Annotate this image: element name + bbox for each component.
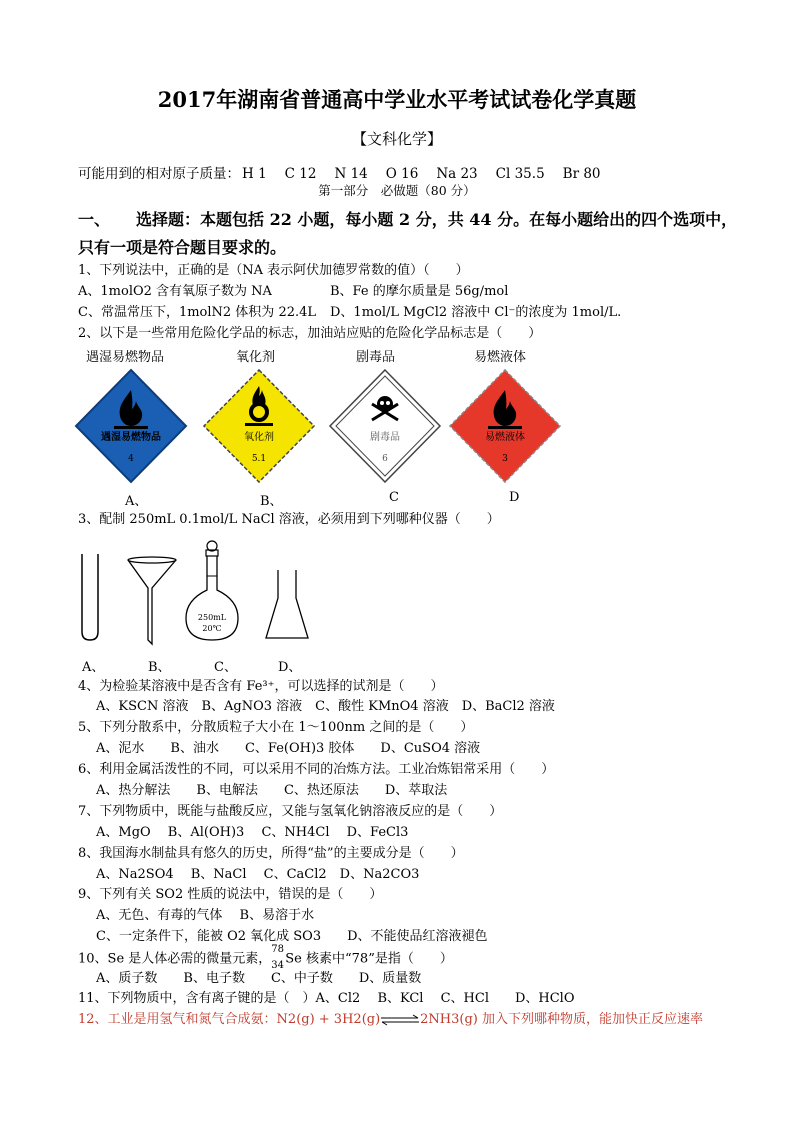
flask-volume-label: 250mL bbox=[197, 613, 227, 622]
question-3-option: A、 bbox=[82, 660, 105, 675]
hazard-sign-oxidizer bbox=[204, 370, 314, 482]
question-12-stem-pre: 12、工业是用氢气和氮气合成氨：N2(g) + 3H2(g) bbox=[78, 1012, 381, 1027]
question-12-stem-post: 2NH3(g) 加入下列哪种物质，能加快正反应速率 bbox=[420, 1012, 704, 1027]
question-6-options: A、热分解法 B、电解法 C、热还原法 D、萃取法 bbox=[96, 783, 448, 798]
sign-text: 氧化剂 bbox=[244, 432, 274, 443]
sign-class-number: 6 bbox=[382, 454, 388, 464]
sign-class-number: 4 bbox=[128, 454, 134, 464]
mass-item: Na 23 bbox=[436, 166, 478, 182]
question-5-options: A、泥水 B、油水 C、Fe(OH)3 胶体 D、CuSO4 溶液 bbox=[96, 741, 481, 756]
question-7-options: A、MgO B、Al(OH)3 C、NH4Cl D、FeCl3 bbox=[96, 825, 409, 840]
question-12-stem bbox=[78, 1011, 703, 1029]
reversible-arrow-icon bbox=[380, 1014, 420, 1026]
mass-item: N 14 bbox=[334, 166, 368, 182]
question-9-options-1: A、无色、有毒的气体 B、易溶于水 bbox=[96, 908, 315, 923]
test-tube-icon bbox=[82, 554, 98, 640]
funnel-icon bbox=[128, 557, 176, 644]
sign-text: 遇湿易燃物品 bbox=[101, 432, 161, 443]
atomic-masses bbox=[78, 162, 619, 182]
page-subtitle: 【文科化学】 bbox=[351, 130, 442, 148]
hazard-sign-dangerous-when-wet bbox=[76, 370, 186, 482]
section-text: 选择题：本题包括 22 小题，每小题 2 分，共 44 分。在每小题给出的四个选项中，只有一项是符合题目要求的。 bbox=[78, 210, 738, 257]
question-9-options-2: C、一定条件下，能被 O2 氧化成 SO3 D、不能使品红溶液褪色 bbox=[96, 929, 488, 944]
question-10-stem-post: Se 核素中“78”是指（ ） bbox=[285, 951, 453, 967]
question-4-options: A、KSCN 溶液 B、AgNO3 溶液 C、酸性 KMnO4 溶液 D、BaCl2 溶液 bbox=[96, 699, 555, 714]
question-2-option: D bbox=[509, 490, 520, 505]
question-1-option-a: A、1molO2 含有氧原子数为 NA bbox=[78, 284, 272, 299]
question-1-option-b: B、Fe 的摩尔质量是 56g/mol bbox=[330, 284, 509, 299]
question-3-option: C、 bbox=[214, 660, 237, 675]
question-1-option-d: D、1mol/L MgCl2 溶液中 Cl⁻的浓度为 1mol/L. bbox=[330, 305, 622, 320]
mass-number: 78 bbox=[271, 944, 285, 955]
section-heading bbox=[78, 206, 738, 262]
atomic-number: 34 bbox=[271, 960, 285, 971]
question-8-stem: 8、我国海水制盐具有悠久的历史，所得“盐”的主要成分是（ ） bbox=[78, 846, 464, 861]
masses-intro: 可能用到的相对原子质量： bbox=[78, 166, 240, 182]
lab-instruments bbox=[70, 538, 330, 648]
question-8-options: A、Na2SO4 B、NaCl C、CaCl2 D、Na2CO3 bbox=[96, 867, 420, 882]
mass-item: Br 80 bbox=[562, 166, 601, 182]
question-5-stem: 5、下列分散系中，分散质粒子大小在 1～100nm 之间的是（ ） bbox=[78, 720, 474, 735]
flask-temp-label: 20℃ bbox=[202, 624, 222, 633]
sign-text: 易燃液体 bbox=[485, 432, 525, 443]
question-2-option: B、 bbox=[260, 494, 283, 509]
mass-item: C 12 bbox=[284, 166, 317, 182]
question-2-option: C bbox=[389, 490, 399, 505]
question-2-stem: 2、以下是一些常用危险化学品的标志，加油站应贴的危险化学品标志是（ ） bbox=[78, 326, 542, 341]
hazard-sign-toxic bbox=[330, 370, 440, 482]
sign-caption: 氧化剂 bbox=[236, 350, 276, 365]
hazard-signs bbox=[74, 368, 564, 486]
question-11-stem: 11、下列物质中，含有离子键的是（ ）A、Cl2 B、KCl C、HCl D、HClO bbox=[78, 991, 575, 1006]
volumetric-flask-icon bbox=[186, 541, 238, 640]
sign-caption: 遇湿易燃物品 bbox=[86, 350, 165, 365]
question-3-stem: 3、配制 250mL 0.1mol/L NaCl 溶液，必须用到下列哪种仪器（ ） bbox=[78, 512, 500, 527]
question-6-stem: 6、利用金属活泼性的不同，可以采用不同的冶炼方法。工业冶炼铝常采用（ ） bbox=[78, 762, 555, 777]
conical-flask-icon bbox=[266, 570, 308, 638]
hazard-sign-flammable-liquid bbox=[450, 370, 560, 482]
mass-item: H 1 bbox=[242, 166, 267, 182]
mass-item: Cl 35.5 bbox=[495, 166, 545, 182]
page-title: 2017年湖南省普通高中学业水平考试试卷化学真题 bbox=[157, 87, 637, 112]
part-heading: 第一部分 必做题（80 分） bbox=[318, 183, 476, 198]
question-10-stem bbox=[78, 944, 453, 971]
sign-text: 剧毒品 bbox=[370, 432, 400, 443]
sign-class-number: 3 bbox=[502, 454, 508, 464]
question-1-stem: 1、下列说法中，正确的是（NA 表示阿伏加德罗常数的值）（ ） bbox=[78, 263, 469, 278]
sign-caption: 易燃液体 bbox=[474, 350, 527, 365]
question-3-option: B、 bbox=[148, 660, 171, 675]
question-1-option-c: C、常温常压下，1molN2 体积为 22.4L bbox=[78, 305, 317, 320]
question-4-stem: 4、为检验某溶液中是否含有 Fe³⁺，可以选择的试剂是（ ） bbox=[78, 679, 444, 694]
nuclide-notation bbox=[271, 944, 285, 971]
section-number: 一、 bbox=[78, 210, 111, 229]
sign-caption: 剧毒品 bbox=[356, 350, 396, 365]
question-10-stem-pre: 10、Se 是人体必需的微量元素， bbox=[78, 951, 272, 967]
sign-class-number: 5.1 bbox=[251, 454, 267, 464]
question-3-option: D、 bbox=[278, 660, 302, 675]
question-10-options: A、质子数 B、电子数 C、中子数 D、质量数 bbox=[96, 971, 422, 986]
question-7-stem: 7、下列物质中，既能与盐酸反应，又能与氢氧化钠溶液反应的是（ ） bbox=[78, 804, 503, 819]
question-9-stem: 9、下列有关 SO2 性质的说法中，错误的是（ ） bbox=[78, 887, 383, 902]
mass-item: O 16 bbox=[385, 166, 419, 182]
question-2-option: A、 bbox=[125, 494, 148, 509]
